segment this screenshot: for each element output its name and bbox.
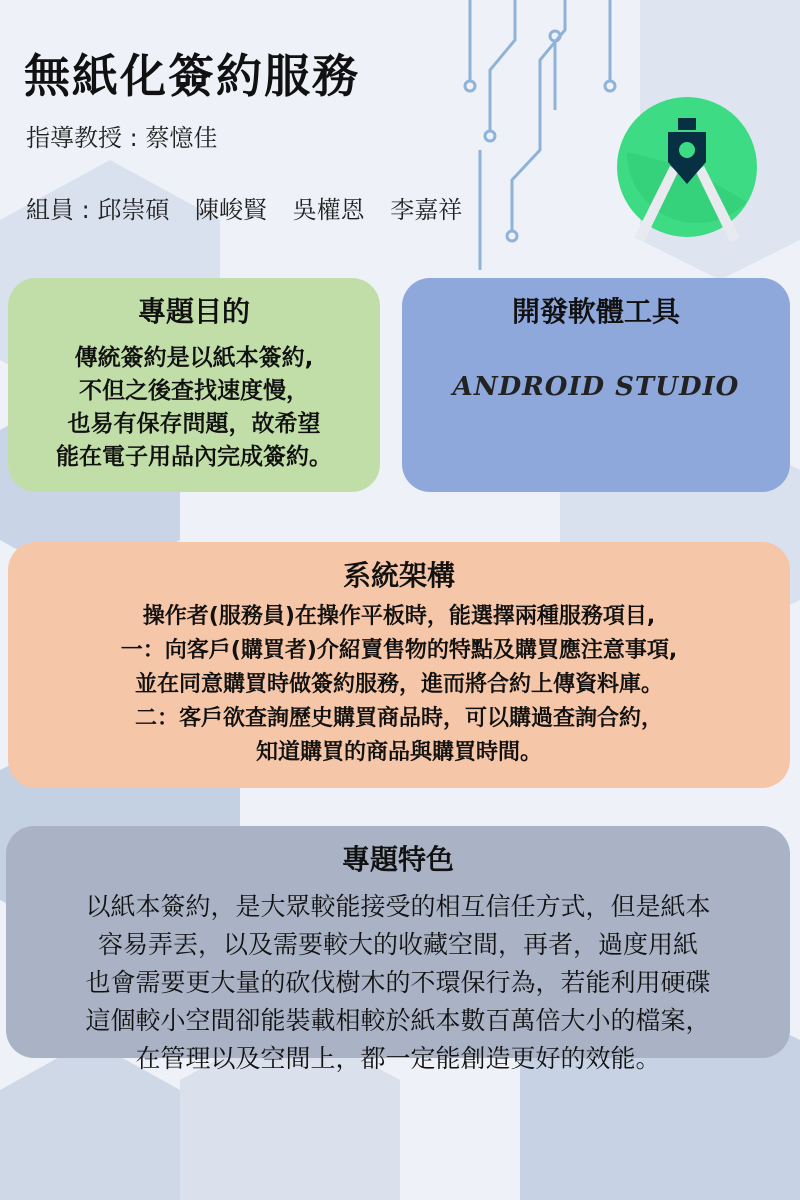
member-name: 邱崇碩	[97, 196, 170, 224]
member-name: 吳權恩	[292, 196, 365, 224]
members-label: 組員 :	[26, 196, 90, 224]
purpose-body	[24, 342, 364, 474]
architecture-line: 知道購買的商品與購買時間。	[255, 740, 542, 765]
tools-card	[402, 278, 790, 492]
architecture-body	[22, 600, 776, 770]
features-line: 這個較小空間卻能裝載相較於紙本數百萬倍大小的檔案，	[85, 1006, 711, 1035]
architecture-line: 二：客戶欲查詢歷史購買商品時，可以購過查詢合約，	[134, 706, 663, 731]
members-line	[26, 190, 462, 225]
member-name: 陳峻賢	[195, 196, 267, 224]
features-line: 也會需要更大量的砍伐樹木的不環保行為，若能利用硬碟	[85, 968, 711, 997]
purpose-line: 能在電子用品內完成簽約。	[56, 444, 332, 470]
features-card	[6, 826, 790, 1073]
tools-heading: 開發軟體工具	[511, 295, 680, 328]
member-name: 李嘉祥	[390, 196, 463, 224]
advisor-text: 指導教授 : 蔡憶佳	[26, 124, 218, 152]
page-title: 無紙化簽約服務	[24, 49, 360, 103]
architecture-line: 一：向客戶(購買者)介紹賣售物的特點及購買應注意事項,	[120, 638, 678, 663]
purpose-line: 傳統簽約是以紙本簽約,	[74, 345, 314, 371]
purpose-heading: 專題目的	[137, 295, 250, 328]
purpose-card	[8, 278, 380, 492]
tool-name: ANDROID STUDIO	[452, 372, 740, 402]
features-line: 以紙本簽約，是大眾較能接受的相互信任方式，但是紙本	[85, 892, 711, 921]
features-heading: 專題特色	[341, 843, 454, 876]
architecture-line: 操作者(服務員)在操作平板時，能選擇兩種服務項目,	[142, 604, 656, 629]
features-line: 容易弄丟，以及需要較大的收藏空間，再者，過度用紙	[97, 930, 698, 959]
architecture-card	[8, 542, 790, 788]
architecture-line: 並在同意購買時做簽約服務，進而將合約上傳資料庫。	[134, 672, 663, 697]
features-line: 在管理以及空間上，都一定能創造更好的效能。	[135, 1044, 661, 1073]
purpose-line: 也易有保存問題，故希望	[67, 411, 321, 437]
purpose-line: 不但之後查找速度慢，	[79, 378, 309, 404]
features-body	[22, 888, 774, 1078]
architecture-heading: 系統架構	[342, 559, 455, 592]
android-studio-icon	[612, 92, 762, 252]
